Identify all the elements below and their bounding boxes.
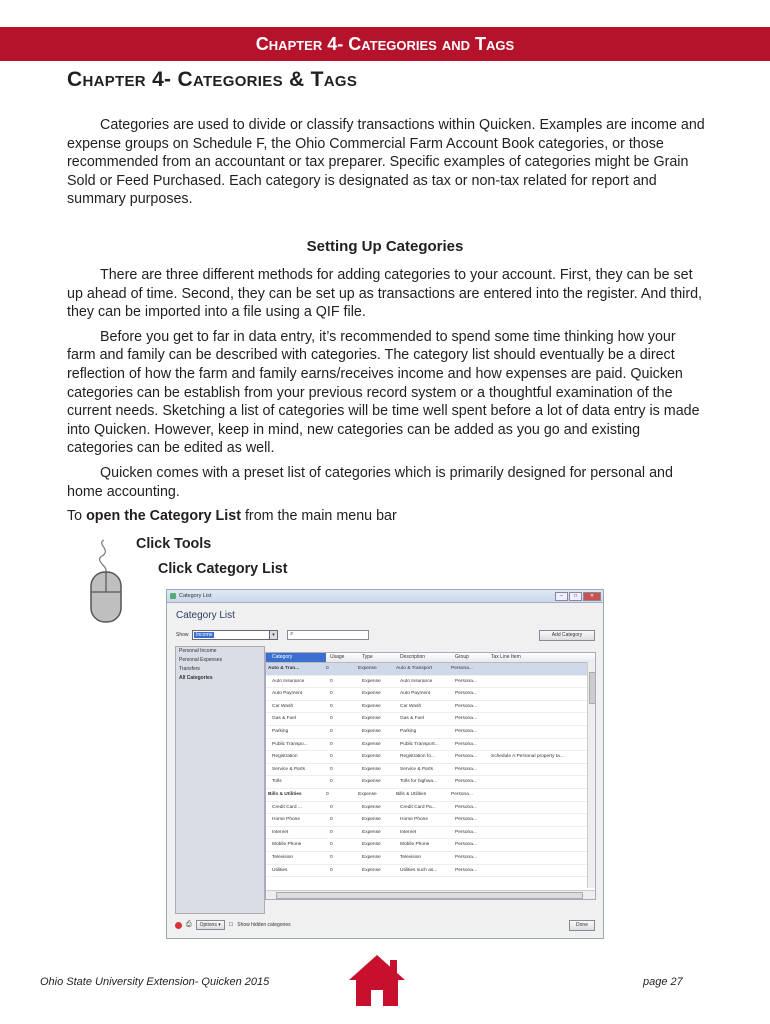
table-cell [491,814,591,826]
table-cell: Auto & Transport [396,666,432,671]
table-cell: 0 [326,666,329,671]
window-bottom-bar [175,920,291,930]
table-cell: Persona... [455,691,477,697]
table-cell: Persona... [455,678,477,684]
table-cell: Tolls [272,779,282,785]
show-label: Show [176,632,189,638]
category-sidebar [175,646,265,914]
table-cell: Persona... [455,728,477,734]
table-cell: Home Phone [272,817,300,823]
table-cell: Expense [362,716,381,722]
table-cell: Bills & Utilities [396,791,427,797]
table-cell: Auto Payment [400,691,431,697]
table-cell: Expense [362,779,381,785]
table-cell: Service & Parts [272,766,306,772]
sidebar-item-all-categories[interactable]: All Categories [179,675,213,681]
horizontal-scrollbar[interactable] [266,890,595,899]
chapter-banner [0,27,770,61]
section-heading: Setting Up Categories [306,238,464,255]
home-icon[interactable] [346,952,408,1013]
table-cell: Mobile Phone [272,842,302,848]
column-header[interactable]: Tax Line Item [491,654,521,660]
table-cell: Expense [362,817,381,823]
table-cell: Utilities [272,867,288,873]
table-cell: Persona... [455,716,477,722]
table-cell: Car Wash [272,703,294,709]
table-row[interactable] [266,701,595,714]
table-cell: 0 [330,678,333,684]
table-cell: 0 [330,754,333,760]
column-header[interactable]: Group [455,654,469,660]
app-icon [170,593,176,599]
table-cell: Credit Card Pa... [400,804,436,810]
options-label: Options [199,922,217,928]
table-cell [491,827,591,839]
maximize-icon[interactable]: □ [569,592,582,601]
table-cell [491,852,591,864]
table-cell: 0 [330,867,333,873]
window-heading: Category List [176,610,235,621]
table-cell [491,865,591,877]
table-cell: Utilities such as... [400,867,438,873]
table-cell [487,789,587,801]
table-cell: Registration [272,754,298,760]
table-row[interactable] [266,663,595,676]
table-cell: Persona... [455,817,477,823]
instruction-prefix: To [67,508,87,525]
mouse-icon [88,538,124,629]
table-cell [491,839,591,851]
table-row[interactable] [266,839,595,852]
table-cell: Expense [358,666,377,671]
table-header [266,653,595,663]
table-cell: 0 [330,804,333,810]
table-cell: Gas & Fuel [400,716,424,722]
minimize-icon[interactable]: – [555,592,568,601]
table-cell: Service & Parts [400,766,434,772]
table-cell: Auto Payment [272,691,303,697]
search-icon: ⌕ [290,631,294,637]
table-cell: Bills & Utilities [268,791,302,797]
table-cell: Persona... [455,703,477,709]
print-icon[interactable]: ⎙ [186,921,192,928]
table-cell: Persona... [455,779,477,785]
table-cell: Expense [362,691,381,697]
table-row[interactable] [266,827,595,840]
table-row[interactable] [266,764,595,777]
table-cell [491,676,591,688]
table-cell: Parking [272,728,289,734]
table-cell [491,739,591,751]
column-header[interactable]: Description [400,654,426,660]
table-cell: 0 [330,691,333,697]
table-row[interactable] [266,852,595,865]
table-cell [491,726,591,738]
paragraph-preset: Quicken comes with a preset list of categories which is primarily designed for personal and home accounting. [67,464,673,500]
step-click-tools: Click Tools [136,536,212,552]
search-input[interactable] [287,630,369,640]
table-cell: 0 [330,779,333,785]
body-block [67,266,707,526]
table-cell [491,701,591,713]
table-cell: 0 [330,766,333,772]
column-header[interactable]: Type [362,654,373,660]
table-cell: 0 [330,703,333,709]
table-cell: Television [272,854,294,860]
step-click-category-list: Click Category List [158,561,288,577]
table-cell: 0 [330,829,333,835]
table-cell: Persona... [455,754,477,760]
table-cell: Mobile Phone [400,842,430,848]
show-select[interactable] [192,630,278,640]
table-cell: Auto & Tran... [268,666,300,671]
table-cell: Car Wash [400,703,422,709]
vertical-scrollbar[interactable] [587,662,595,888]
table-cell [491,688,591,700]
instruction-bold: open the Category List [86,508,241,525]
done-button[interactable]: Done [569,920,595,931]
table-cell: Expense [362,741,381,747]
table-cell: Parking [400,728,417,734]
table-cell: Persona... [451,666,473,671]
table-cell [491,764,591,776]
paragraph-methods: There are three different methods for adding categories to your account. First, they can be set up ahead of time. Second, they can be set up as transactions are entered into the register. And third, they can be imported into a file using a QIF file. [67,267,703,321]
page-title: Chapter 4- Categories & Tags [67,68,358,91]
table-row[interactable] [266,713,595,726]
table-cell: Expense [362,854,381,860]
table-cell: Expense [362,754,381,760]
table-cell: Credit Card ... [272,804,302,810]
table-cell: Persona... [455,741,477,747]
table-cell: Persona... [455,829,477,835]
paragraph-instruction [67,507,707,526]
footer-source: Ohio State University Extension- Quicken 2015 [40,976,270,988]
close-icon[interactable]: ✕ [583,592,601,601]
show-hidden-label: Show hidden categories [237,922,291,928]
table-cell: 0 [330,716,333,722]
table-cell: Expense [362,703,381,709]
sidebar-item-personal-income[interactable]: Personal Income [179,648,217,654]
table-row[interactable] [266,865,595,878]
category-table [265,652,596,900]
table-cell: 0 [326,791,329,797]
table-cell [491,776,591,788]
table-cell: Home Phone [400,817,428,823]
intro-paragraph-block [67,116,707,209]
table-cell: Schedule A:Personal property ta... [491,754,564,760]
table-cell: Auto Insurance [272,678,305,684]
table-row[interactable] [266,676,595,689]
table-cell [491,802,591,814]
options-button[interactable]: Options ▾ [196,920,225,930]
table-cell: Television [400,854,422,860]
column-header[interactable]: Category [266,653,326,662]
chevron-down-icon: ▾ [269,631,277,639]
page-number: page 27 [643,976,683,988]
table-cell: Expense [362,842,381,848]
table-cell: Auto Insurance [400,678,433,684]
show-select-value: Income [196,632,213,638]
add-category-button[interactable]: Add Category [539,630,595,641]
table-cell: Persona... [455,867,477,873]
table-cell: Internet [272,829,289,835]
instruction-suffix: from the main menu bar [240,508,397,525]
table-row[interactable] [266,688,595,701]
table-cell: Persona... [455,854,477,860]
category-list-screenshot [166,589,604,939]
table-row[interactable] [266,739,595,752]
table-row[interactable] [266,814,595,827]
table-cell: Expense [362,867,381,873]
help-icon[interactable] [175,922,182,929]
table-cell: 0 [330,817,333,823]
table-cell: Expense [362,728,381,734]
table-cell: Persona... [455,842,477,848]
table-cell: Expense [358,791,377,797]
column-header[interactable]: Usage [330,654,345,660]
table-cell: Expense [362,829,381,835]
table-cell: 0 [330,854,333,860]
table-cell: Persona... [455,804,477,810]
table-row[interactable] [266,789,595,802]
table-cell: 0 [330,741,333,747]
window-title: Category List [179,593,212,599]
table-cell: Public Transpo... [272,741,308,747]
table-cell: Expense [362,766,381,772]
table-cell: Persona... [451,791,473,797]
table-cell: Expense [362,678,381,684]
table-cell: Expense [362,804,381,810]
table-cell: Registration fo... [400,754,435,760]
table-cell: Tolls for highwa... [400,779,438,785]
table-cell: Internet [400,829,417,835]
table-row[interactable] [266,776,595,789]
table-row[interactable] [266,726,595,739]
paragraph-planning: Before you get to far in data entry, it’s recommended to spend some time thinking how your farm and family can be described with categories. The category list should eventually be a direct reflection of how the farm and family earns/receives income and how expenses are paid. Quicken categories can be establish from your previous record system or a thoughtful examination of the current needs. Sketching a list of categories will be time well spent before a lot of data entry is made into Quicken. However, keep in mind, new categories can be added as you go and existing categories can be edited as well. [67,328,700,457]
table-row[interactable] [266,751,595,764]
table-cell [487,663,587,675]
sidebar-item-personal-expenses[interactable]: Personal Expenses [179,657,223,663]
table-cell: Gas & Fuel [272,716,296,722]
show-hidden-checkbox[interactable]: ☐ [228,922,234,928]
sidebar-item-transfers[interactable]: Transfers [179,666,200,672]
table-cell: 0 [330,728,333,734]
table-cell: 0 [330,842,333,848]
table-cell: Persona... [455,766,477,772]
banner-title: Chapter 4- Categories and Tags [255,34,515,54]
table-row[interactable] [266,802,595,815]
window-titlebar [167,590,603,603]
paragraph-intro: Categories are used to divide or classify transactions within Quicken. Examples are income and expense groups on Schedule F, the Ohio Commercial Farm Account Book categories, or those recommended from an accountant or tax preparer. Specific examples of categories might be Grain Sold or Feed Purchased. Each category is designated as tax or non-tax related for report and summary purposes. [67,117,705,208]
table-cell: Public Transport... [400,741,439,747]
table-cell [491,713,591,725]
